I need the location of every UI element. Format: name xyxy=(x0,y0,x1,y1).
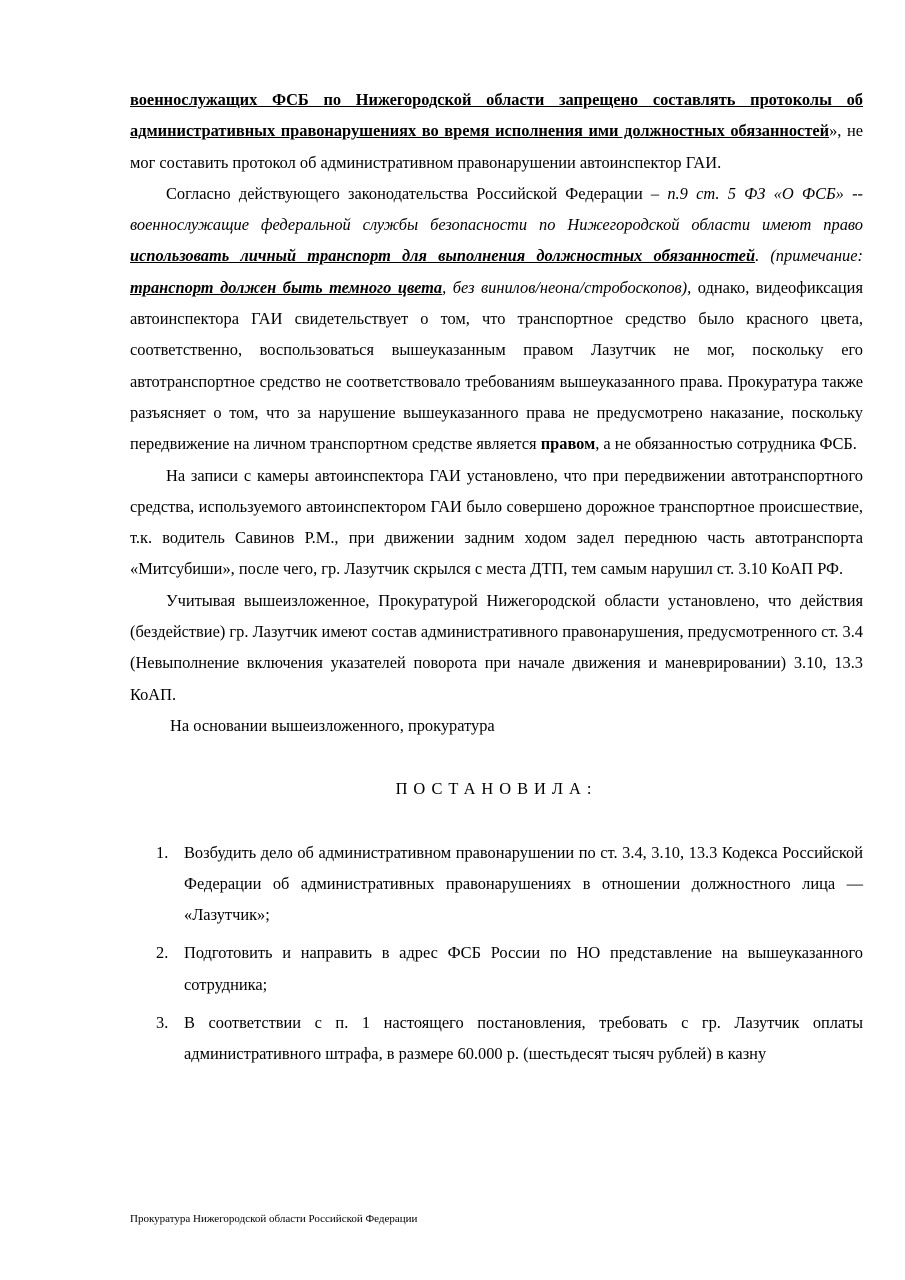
list-item-text: В соответствии с п. 1 настоящего постановления, требовать с гр. Лазутчик оплаты административного штрафа, в размере 60.000 р. (шестьдесят тысяч рублей) в казну xyxy=(184,1013,863,1064)
document-body xyxy=(130,84,863,1077)
paragraph-legislation xyxy=(130,178,863,460)
resolution-heading: ПОСТАНОВИЛА: xyxy=(395,779,598,799)
bold-word: правом xyxy=(540,434,596,454)
paragraph-text: однако, видеофиксация автоинспектора ГАИ свидетельствует о том, что транспортное средство было красного цвета, соответственно, воспользоваться вышеуказанным правом Лазутчик не мог, поскольку его автотранспортное средство не соответствовало требованиям вышеуказанного права. Прокуратура также разъясняет о том, что за нарушение вышеуказанного права не предусмотрено наказание, поскольку передвижение на личном транспортном средстве является xyxy=(130,277,863,454)
page-footer: Прокуратура Нижегородской области Российской Федерации xyxy=(130,1213,418,1225)
paragraph-text: Согласно действующего законодательства Российской Федерации – xyxy=(166,183,668,203)
paragraph-text: , а не обязанностью сотрудника ФСБ. xyxy=(595,434,857,454)
paragraph-camera-record: На записи с камеры автоинспектора ГАИ установлено, что при передвижении автотранспортного средства, используемого автоинспектором ГАИ было совершено дорожное транспортное происшествие, т.к. водитель Савинов Р.М., при движении задним ходом задел переднюю часть автотранспорта «Митсубиши», после чего, гр. Лазутчик скрылся с места ДТП, тем самым нарушил ст. 3.10 КоАП РФ. xyxy=(130,465,863,579)
list-item xyxy=(130,1007,863,1070)
paragraph-text: », не мог составить протокол об административном правонарушении автоинспектор ГАИ. xyxy=(130,121,863,172)
list-item xyxy=(130,937,863,1000)
list-item-text: Возбудить дело об административном правонарушении по ст. 3.4, 3.10, 13.3 Кодекса Российской Федерации об административных правонарушениях в отношении должностного лица — «Лазутчик»; xyxy=(184,842,863,925)
list-number: 3. xyxy=(156,1013,169,1033)
paragraph-basis: На основании вышеизложенного, прокуратура xyxy=(170,715,495,735)
list-item-text: Подготовить и направить в адрес ФСБ России по НО представление на вышеуказанного сотрудника; xyxy=(184,943,863,994)
list-number: 1. xyxy=(156,842,169,862)
paragraph-fsb-prohibition xyxy=(130,84,863,178)
note-requirement: транспорт должен быть темного цвета xyxy=(130,277,443,297)
note-open: . (примечание: xyxy=(755,246,863,266)
list-item xyxy=(130,837,863,931)
paragraph-conclusion: Учитывая вышеизложенное, Прокуратурой Нижегородской области установлено, что действия (бездействие) гр. Лазутчик имеют состав административного правонарушения, предусмотренного ст. 3.4 (Невыполнение включения указателей поворота при начале движения и маневрировании) 3.10, 13.3 КоАП. xyxy=(130,590,863,704)
note-close: , без винилов/неона/стробоскопов), xyxy=(442,277,692,297)
resolution-list xyxy=(130,837,863,1070)
right-statement: использовать личный транспорт для выполнения должностных обязанностей xyxy=(130,246,756,266)
law-reference: п.9 ст. 5 ФЗ «О ФСБ» -- военнослужащие федеральной службы безопасности по Нижегородской области имеют право xyxy=(130,183,863,235)
bold-underlined-statement: военнослужащих ФСБ по Нижегородской области запрещено составлять протоколы об административных правонарушениях во время исполнения ими должностных обязанностей xyxy=(130,90,863,141)
list-number: 2. xyxy=(156,943,169,963)
